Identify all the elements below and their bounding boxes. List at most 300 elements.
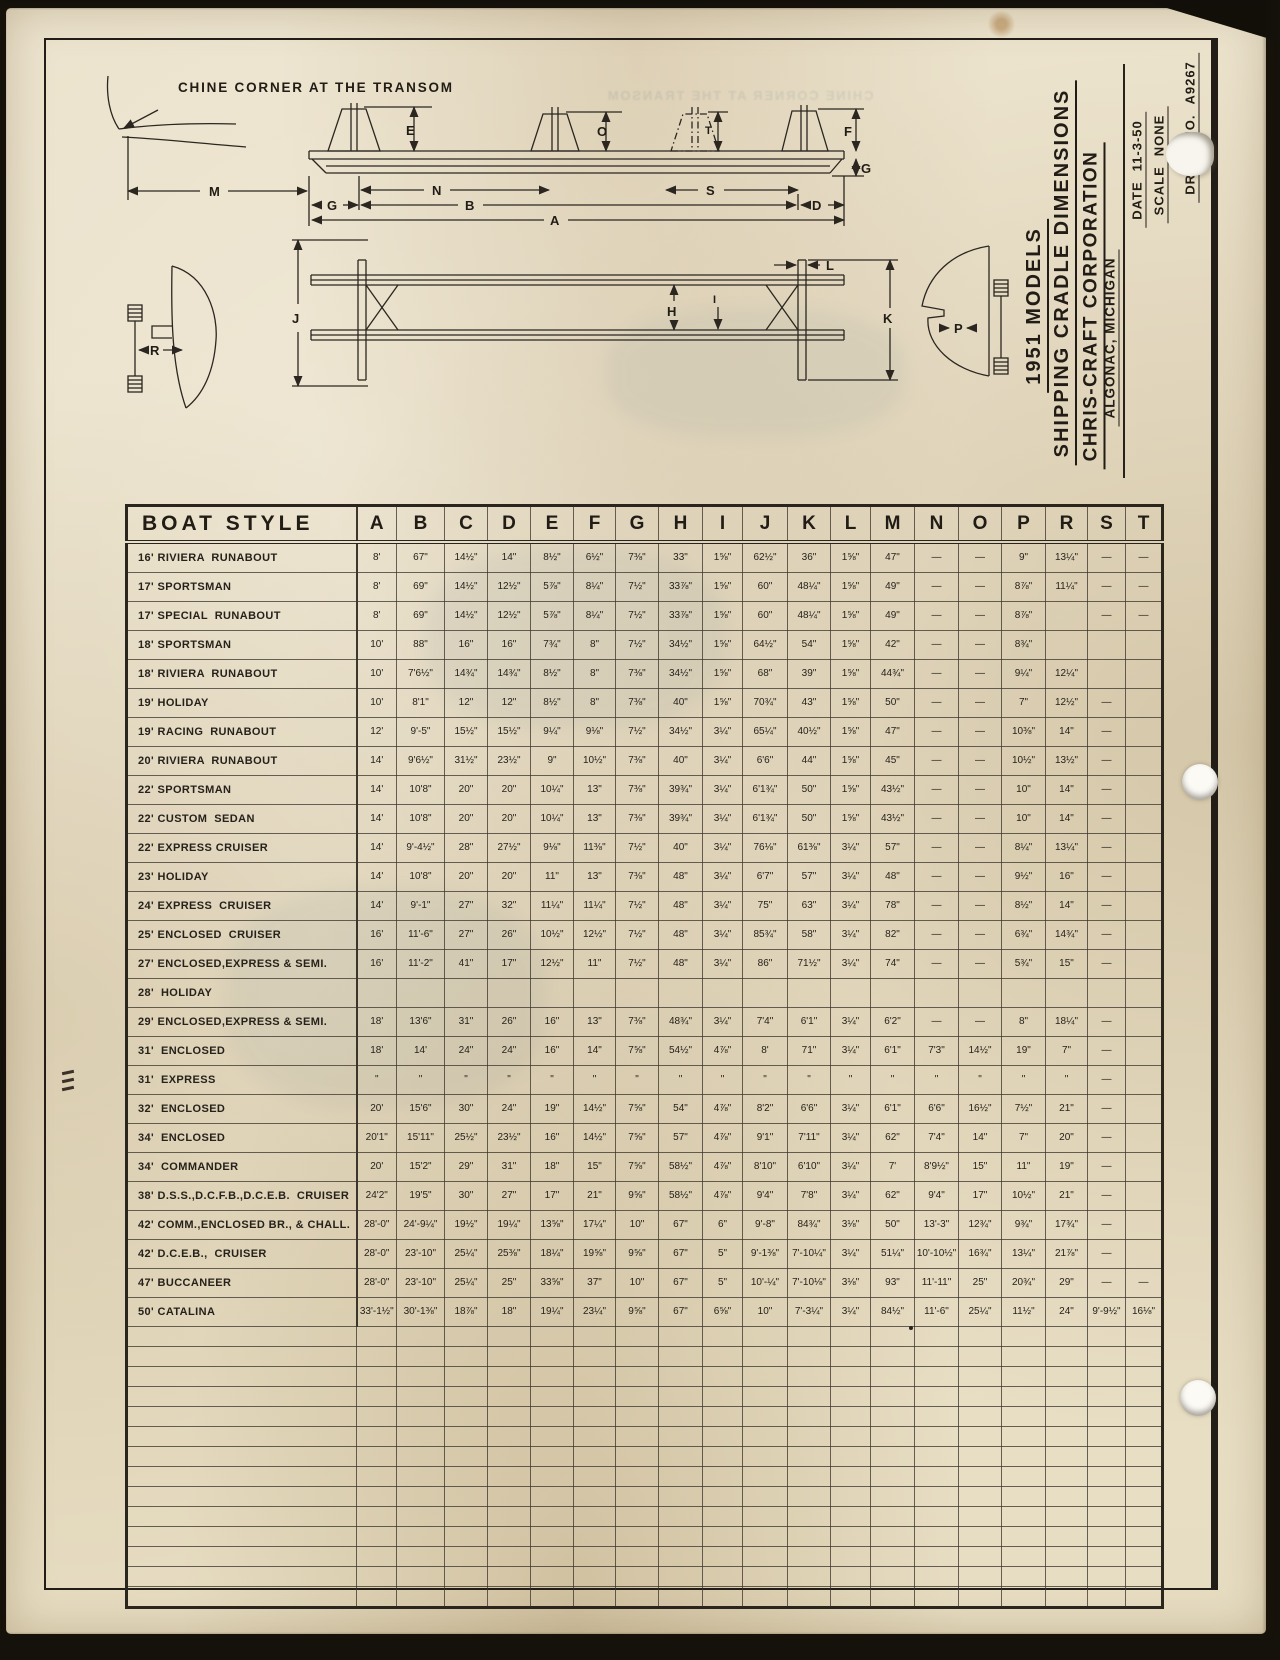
dimension-cell: 5" [703, 1240, 743, 1269]
photo-edge-right [1262, 0, 1280, 1660]
dimension-cell: 57" [788, 863, 831, 892]
dimension-cell: — [1088, 834, 1126, 863]
dimension-cell: 6½" [574, 542, 616, 573]
empty-cell [357, 1507, 397, 1527]
dimension-cell: 12" [445, 689, 488, 718]
dimension-cell: 7'8" [788, 1182, 831, 1211]
dimension-cell: — [1088, 776, 1126, 805]
dimension-cell: — [959, 747, 1002, 776]
empty-cell [488, 1567, 531, 1587]
table-row [127, 1298, 1163, 1327]
dimension-cell: 16" [1046, 863, 1088, 892]
empty-cell [1126, 1427, 1163, 1447]
dimension-cell: 19" [531, 1095, 574, 1124]
dimension-cell: 86" [743, 950, 788, 979]
empty-cell [127, 1587, 357, 1608]
empty-cell [357, 1567, 397, 1587]
empty-cell [1088, 1407, 1126, 1427]
dimension-cell: 36" [788, 542, 831, 573]
dimension-cell: — [959, 805, 1002, 834]
empty-row [127, 1327, 1163, 1347]
dim-label-N: N [432, 183, 442, 198]
empty-cell [397, 1567, 445, 1587]
empty-cell [1046, 1587, 1088, 1608]
dimension-cell [445, 979, 488, 1008]
dimension-cell: — [959, 892, 1002, 921]
boat-style-cell: 34' ENCLOSED [127, 1124, 357, 1153]
dimension-cell: 15'6" [397, 1095, 445, 1124]
dimension-cell: 8¼" [1002, 834, 1046, 863]
dimension-cell: 70¾" [743, 689, 788, 718]
empty-cell [788, 1447, 831, 1467]
dimension-cell [1126, 805, 1163, 834]
empty-cell [831, 1547, 871, 1567]
empty-cell [1088, 1387, 1126, 1407]
dimension-cell: 50" [788, 805, 831, 834]
dimension-cell: 3¼" [831, 1298, 871, 1327]
dimension-cell: 24" [1046, 1298, 1088, 1327]
dim-label-T: T [705, 125, 712, 137]
dimension-cell: 7½" [616, 921, 659, 950]
empty-cell [788, 1507, 831, 1527]
empty-cell [1088, 1327, 1126, 1347]
dimension-cell: 9⅝" [616, 1298, 659, 1327]
dimension-cell [703, 979, 743, 1008]
empty-cell [659, 1467, 703, 1487]
dimension-cell [1126, 1182, 1163, 1211]
dimension-cell: 7½" [1002, 1095, 1046, 1124]
dimension-cell: 84¾" [788, 1211, 831, 1240]
dimension-cell: 25½" [445, 1124, 488, 1153]
dimension-cell: 14" [1046, 718, 1088, 747]
dimension-cell: 61⅜" [788, 834, 831, 863]
dim-label-A: A [550, 213, 560, 228]
dimension-cell [1126, 1211, 1163, 1240]
dimension-cell: 3¼" [831, 1008, 871, 1037]
empty-cell [616, 1347, 659, 1367]
table-row [127, 979, 1163, 1008]
title-drwg-no [1183, 53, 1200, 203]
dimension-cell: 10'-10½" [915, 1240, 959, 1269]
transom-end-view-left [128, 266, 216, 408]
dimension-cell: 19½" [445, 1211, 488, 1240]
table-row [127, 834, 1163, 863]
empty-cell [915, 1467, 959, 1487]
boat-style-cell: 31' ENCLOSED [127, 1037, 357, 1066]
dimension-cell: 23½" [488, 1124, 531, 1153]
boat-style-cell: 28' HOLIDAY [127, 979, 357, 1008]
dimension-cell: 18' [357, 1037, 397, 1066]
dimension-cell: — [959, 718, 1002, 747]
scale-value: NONE [1151, 114, 1167, 157]
dimension-cell: — [1126, 1269, 1163, 1298]
header-row [127, 506, 1163, 543]
dimension-cell: 10¼" [531, 805, 574, 834]
torn-hole [1166, 132, 1214, 176]
dimension-cell: 7'-10⅛" [788, 1269, 831, 1298]
empty-cell [915, 1347, 959, 1367]
dimension-cell: 45" [871, 747, 915, 776]
boat-style-cell: 42' COMM.,ENCLOSED BR., & CHALL. [127, 1211, 357, 1240]
empty-cell [616, 1567, 659, 1587]
dimension-cell: 1⅝" [831, 718, 871, 747]
table-row [127, 660, 1163, 689]
dimension-cell [488, 979, 531, 1008]
empty-cell [445, 1507, 488, 1527]
dimension-cell [1126, 1008, 1163, 1037]
dimension-cell: 10'8" [397, 805, 445, 834]
empty-cell [445, 1567, 488, 1587]
empty-cell [574, 1507, 616, 1527]
dimension-cell: 31½" [445, 747, 488, 776]
empty-cell [743, 1427, 788, 1447]
empty-row [127, 1407, 1163, 1427]
empty-cell [1046, 1447, 1088, 1467]
dimension-cell: 13½" [1046, 747, 1088, 776]
dimension-cell: 10⅜" [1002, 718, 1046, 747]
empty-cell [915, 1507, 959, 1527]
dimension-cell: 3⅛" [831, 1211, 871, 1240]
dimension-cell: 48" [659, 950, 703, 979]
dimension-cell [1126, 631, 1163, 660]
empty-cell [1046, 1347, 1088, 1367]
dimension-cell: 58½" [659, 1153, 703, 1182]
dimension-cell: 3¼" [703, 921, 743, 950]
dimension-cell: 7½" [616, 631, 659, 660]
empty-cell [531, 1487, 574, 1507]
dimension-cell: 11'-6" [397, 921, 445, 950]
dimension-cell: 10½" [1002, 747, 1046, 776]
empty-cell [959, 1407, 1002, 1427]
empty-cell [1088, 1347, 1126, 1367]
dimension-cell: — [959, 776, 1002, 805]
dimension-cell: 20' [357, 1095, 397, 1124]
dimension-cell: 1⅝" [831, 631, 871, 660]
dimension-cell: 10¼" [531, 776, 574, 805]
dimension-cell: 13'6" [397, 1008, 445, 1037]
empty-cell [959, 1547, 1002, 1567]
dimension-cell: 1⅝" [831, 689, 871, 718]
dimension-cell: 74" [871, 950, 915, 979]
dimension-cell: 19'5" [397, 1182, 445, 1211]
dimension-cell: 10½" [531, 921, 574, 950]
column-header-L: L [831, 506, 871, 543]
dimension-cell: 28" [445, 834, 488, 863]
title-date [1130, 112, 1147, 228]
dimension-cell: 62" [871, 1182, 915, 1211]
dimension-cell: 8' [743, 1037, 788, 1066]
column-header-J: J [743, 506, 788, 543]
empty-cell [659, 1547, 703, 1567]
dimension-cell: — [915, 805, 959, 834]
empty-cell [959, 1467, 1002, 1487]
dimension-cell: 8' [357, 602, 397, 631]
empty-cell [531, 1347, 574, 1367]
dimension-cell: 1⅝" [831, 660, 871, 689]
dimension-cell: 7⅜" [616, 863, 659, 892]
empty-cell [445, 1427, 488, 1447]
empty-cell [788, 1547, 831, 1567]
boat-style-cell: 29' ENCLOSED,EXPRESS & SEMI. [127, 1008, 357, 1037]
dimension-cell: 20" [488, 863, 531, 892]
empty-cell [1088, 1487, 1126, 1507]
empty-cell [788, 1327, 831, 1347]
empty-cell [915, 1587, 959, 1608]
dimension-cell: 19¼" [488, 1211, 531, 1240]
bleedthrough-text: CHINE CORNER AT THE TRANSOM [606, 88, 874, 103]
empty-cell [616, 1387, 659, 1407]
table-row [127, 1211, 1163, 1240]
boat-style-cell: 22' EXPRESS CRUISER [127, 834, 357, 863]
dimension-cell: — [959, 834, 1002, 863]
empty-cell [445, 1547, 488, 1567]
dimensions-table [125, 504, 1164, 1609]
empty-cell [659, 1367, 703, 1387]
dimension-cell [1088, 979, 1126, 1008]
dimension-cell: 10'8" [397, 863, 445, 892]
dimension-cell: 14¾" [445, 660, 488, 689]
boat-style-cell: 32' ENCLOSED [127, 1095, 357, 1124]
empty-cell [915, 1367, 959, 1387]
dimension-cell: 8⅞" [1002, 573, 1046, 602]
empty-cell [743, 1487, 788, 1507]
dimension-cell: 14' [357, 834, 397, 863]
boat-style-cell: 34' COMMANDER [127, 1153, 357, 1182]
dimension-cell: — [915, 602, 959, 631]
dimension-cell: 17¾" [1046, 1211, 1088, 1240]
table-row [127, 1240, 1163, 1269]
dimension-cell: 67" [659, 1298, 703, 1327]
dimension-cell: — [959, 542, 1002, 573]
dimension-cell: 6'6" [743, 747, 788, 776]
empty-cell [703, 1327, 743, 1347]
empty-cell [531, 1507, 574, 1527]
dimension-cell: 8'1" [397, 689, 445, 718]
boat-style-cell: 50' CATALINA [127, 1298, 357, 1327]
dimension-cell: — [1088, 1153, 1126, 1182]
dimension-cell: 49" [871, 573, 915, 602]
dimension-cell: 11½" [1002, 1298, 1046, 1327]
table-row [127, 1182, 1163, 1211]
table-row [127, 863, 1163, 892]
empty-cell [1002, 1487, 1046, 1507]
empty-cell [831, 1447, 871, 1467]
column-header-A: A [357, 506, 397, 543]
empty-cell [871, 1387, 915, 1407]
empty-cell [871, 1507, 915, 1527]
dimension-cell [1088, 631, 1126, 660]
dimension-cell: — [959, 573, 1002, 602]
empty-cell [357, 1407, 397, 1427]
dimension-cell: 41" [445, 950, 488, 979]
empty-cell [397, 1327, 445, 1347]
dimension-cell: 3¼" [831, 892, 871, 921]
empty-cell [445, 1387, 488, 1407]
title-company: CHRIS-CRAFT CORPORATION [1081, 143, 1106, 470]
empty-cell [831, 1347, 871, 1367]
empty-cell [743, 1367, 788, 1387]
dimension-cell: — [1126, 602, 1163, 631]
dimension-cell: 6'2" [871, 1008, 915, 1037]
dimension-cell: — [915, 747, 959, 776]
dimension-cell: 7⅜" [616, 660, 659, 689]
empty-cell [1046, 1427, 1088, 1447]
dimension-cell: 19" [1002, 1037, 1046, 1066]
dimension-cell: 12' [357, 718, 397, 747]
dimension-cell: 15" [959, 1153, 1002, 1182]
dimension-cell: 7½" [616, 892, 659, 921]
empty-cell [1088, 1427, 1126, 1447]
empty-cell [959, 1447, 1002, 1467]
dim-label-O: O [597, 124, 608, 139]
boat-style-cell: 16' RIVIERA RUNABOUT [127, 542, 357, 573]
empty-cell [616, 1487, 659, 1507]
dimension-cell: 48¼" [788, 573, 831, 602]
dimension-cell: — [1088, 1037, 1126, 1066]
table-row [127, 1066, 1163, 1095]
empty-cell [788, 1347, 831, 1367]
empty-cell [959, 1567, 1002, 1587]
empty-cell [831, 1567, 871, 1587]
dimension-cell: — [1088, 892, 1126, 921]
dimension-cell: 7⅜" [616, 689, 659, 718]
dimension-cell: 14¾" [1046, 921, 1088, 950]
dimension-cell: 14' [397, 1037, 445, 1066]
empty-cell [488, 1527, 531, 1547]
dimension-cell: — [915, 718, 959, 747]
dimension-cell: 63" [788, 892, 831, 921]
empty-cell [397, 1407, 445, 1427]
dimension-cell: 25" [488, 1269, 531, 1298]
empty-cell [743, 1327, 788, 1347]
photo-edge-top [0, 0, 1280, 10]
empty-cell [574, 1547, 616, 1567]
dimension-cell: 7⅜" [616, 542, 659, 573]
empty-cell [871, 1427, 915, 1447]
empty-cell [616, 1327, 659, 1347]
dimension-cell [1126, 863, 1163, 892]
dimension-cell: — [1088, 1211, 1126, 1240]
boat-style-cell: 31' EXPRESS [127, 1066, 357, 1095]
dimension-cell: 8' [357, 573, 397, 602]
dimension-cell: 85¾" [743, 921, 788, 950]
dimension-cell: 25¼" [445, 1240, 488, 1269]
dimension-cell: 8'2" [743, 1095, 788, 1124]
empty-cell [959, 1487, 1002, 1507]
cradle-side-view [309, 103, 844, 173]
dimension-cell [574, 979, 616, 1008]
empty-row [127, 1487, 1163, 1507]
dimension-cell: 16' [357, 950, 397, 979]
dimension-cell: 9" [531, 747, 574, 776]
empty-cell [616, 1547, 659, 1567]
dimension-cell: 18" [488, 1298, 531, 1327]
dimension-cell: 50" [871, 689, 915, 718]
dimension-cell: 24" [488, 1037, 531, 1066]
dimension-cell: 7½" [616, 602, 659, 631]
empty-cell [1126, 1447, 1163, 1467]
date-label: DATE [1129, 181, 1145, 220]
column-header-K: K [788, 506, 831, 543]
empty-cell [1046, 1567, 1088, 1587]
dimension-cell: 7½" [616, 573, 659, 602]
dimension-cell: 60" [743, 573, 788, 602]
stray-dot [909, 1326, 913, 1330]
empty-cell [127, 1467, 357, 1487]
dimension-cell: 25¼" [959, 1298, 1002, 1327]
dimension-cell: " [959, 1066, 1002, 1095]
empty-cell [743, 1347, 788, 1367]
empty-cell [1002, 1327, 1046, 1347]
dimension-cell: 16" [531, 1008, 574, 1037]
empty-cell [1002, 1427, 1046, 1447]
dimension-cell: 23¼" [574, 1298, 616, 1327]
boat-style-cell: 19' HOLIDAY [127, 689, 357, 718]
empty-cell [357, 1367, 397, 1387]
dimension-cell: 10'-¼" [743, 1269, 788, 1298]
dimension-cell: — [915, 863, 959, 892]
dimension-cell: 31" [445, 1008, 488, 1037]
dimension-cell: 6'7" [743, 863, 788, 892]
dimension-cell: 13" [574, 805, 616, 834]
dimension-cell: 68" [743, 660, 788, 689]
empty-cell [357, 1587, 397, 1608]
dimension-cell: 62½" [743, 542, 788, 573]
empty-cell [703, 1447, 743, 1467]
empty-cell [703, 1367, 743, 1387]
dimension-cell: 13¼" [1002, 1240, 1046, 1269]
empty-cell [1088, 1527, 1126, 1547]
empty-cell [127, 1427, 357, 1447]
dimension-cell: " [915, 1066, 959, 1095]
empty-cell [703, 1407, 743, 1427]
dimension-cell: 9'6½" [397, 747, 445, 776]
empty-cell [488, 1447, 531, 1467]
transom-end-view-right [922, 246, 1008, 376]
dim-label-G: G [861, 161, 872, 176]
empty-cell [397, 1347, 445, 1367]
column-header-G: G [616, 506, 659, 543]
dimension-cell [616, 979, 659, 1008]
dimension-cell: 14" [1046, 805, 1088, 834]
dimension-cell: 5⅞" [531, 602, 574, 631]
side-view-dimensions [128, 107, 864, 226]
dimension-cell [1126, 979, 1163, 1008]
dimension-cell: — [959, 863, 1002, 892]
dimension-cell: 4⅞" [703, 1037, 743, 1066]
dimension-cell: 20" [445, 776, 488, 805]
empty-cell [959, 1427, 1002, 1447]
dimension-cell: 20" [488, 805, 531, 834]
empty-row [127, 1427, 1163, 1447]
table-row [127, 1037, 1163, 1066]
dimension-cell: 26" [488, 921, 531, 950]
dimension-cell: 8' [357, 542, 397, 573]
dimension-cell [1126, 689, 1163, 718]
dimension-cell: 20" [488, 776, 531, 805]
dimension-cell: 6'6" [915, 1095, 959, 1124]
dim-label-D: D [812, 198, 822, 213]
empty-cell [659, 1407, 703, 1427]
dimension-cell: 13" [574, 776, 616, 805]
dimension-cell: 7'4" [743, 1008, 788, 1037]
empty-cell [703, 1587, 743, 1608]
dimension-cell: 29" [445, 1153, 488, 1182]
dimension-cell: 54" [788, 631, 831, 660]
empty-cell [531, 1327, 574, 1347]
empty-cell [831, 1587, 871, 1608]
dimension-cell: 9'-9½" [1088, 1298, 1126, 1327]
